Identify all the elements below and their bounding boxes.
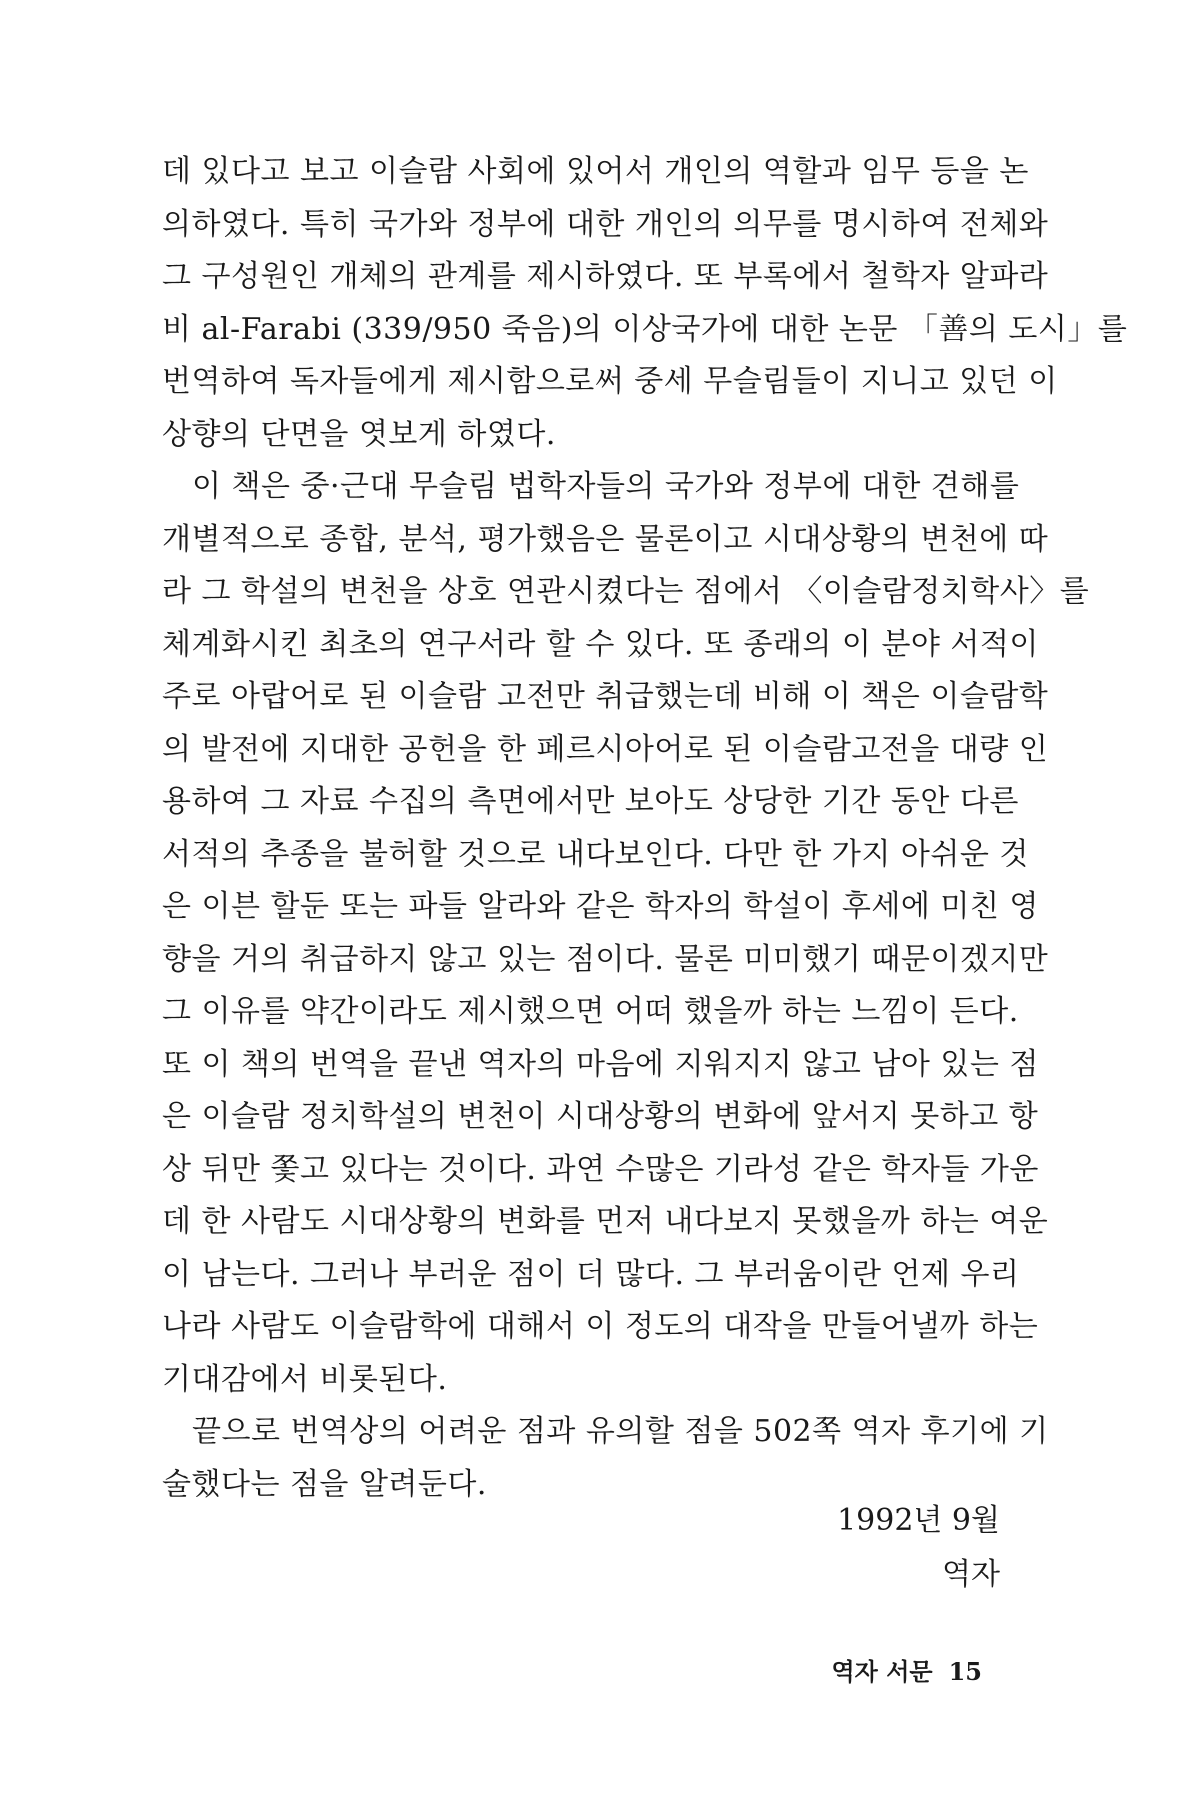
page-footer [832,1652,983,1687]
text-line: 기대감에서 비롯된다. [162,1361,448,1397]
text-line: 용하여 그 자료 수집의 측면에서만 보아도 상당한 기간 동안 다른 [162,784,1019,819]
text-line: 번역하여 독자들에게 제시함으로써 중세 무슬림들이 지니고 있던 이 [162,364,1058,399]
text-line: 개별적으로 종합, 분석, 평가했음은 물론이고 시대상황의 변천에 따 [162,521,1049,557]
text-line: 이 남는다. 그러나 부러운 점이 더 많다. 그 부러움이란 언제 우리 [162,1256,1020,1292]
text-line: 데 한 사람도 시대상황의 변화를 먼저 내다보지 못했을까 하는 여운 [162,1204,1049,1239]
text-line: 그 구성원인 개체의 관계를 제시하였다. 또 부록에서 철학자 알파라 [162,259,1049,294]
text-line: 그 이유를 약간이라도 제시했으면 어떠 했을까 하는 느낌이 든다. [162,994,1019,1029]
signature-date: 1992년 9월 [837,1503,1000,1538]
text-line: 주로 아랍어로 된 이슬람 고전만 취급했는데 비해 이 책은 이슬람학 [162,679,1049,714]
text-line: 비 al-Farabi (339/950 죽음)의 이상국가에 대한 논문 「善의 도시」를 [162,311,1128,347]
text-line: 나라 사람도 이슬람학에 대해서 이 정도의 대작을 만들어낼까 하는 [162,1309,1039,1344]
text-line: 라 그 학설의 변천을 상호 연관시켰다는 점에서 〈이슬람정치학사〉를 [162,574,1090,609]
text-line: 은 이븐 할둔 또는 파들 알라와 같은 학자의 학설이 후세에 미친 영 [162,889,1039,924]
text-line: 데 있다고 보고 이슬람 사회에 있어서 개인의 역할과 임무 등을 논 [162,154,1029,189]
text-line: 의하였다. 특히 국가와 정부에 대한 개인의 의무를 명시하여 전체와 [162,206,1049,242]
text-line: 상 뒤만 쫓고 있다는 것이다. 과연 수많은 기라성 같은 학자들 가운 [162,1151,1039,1187]
text-line: 서적의 추종을 불허할 것으로 내다보인다. 다만 한 가지 아쉬운 것 [162,836,1029,872]
text-line: 상향의 단면을 엿보게 하였다. [162,416,556,452]
signature-block [837,1494,1000,1602]
body-text [162,146,1128,1511]
paragraph-start-line: 끝으로 번역상의 어려운 점과 유의할 점을 502쪽 역자 후기에 기 [192,1414,1049,1449]
paragraph-start-line: 이 책은 중·근대 무슬림 법학자들의 국가와 정부에 대한 견해를 [192,469,1020,504]
text-line: 은 이슬람 정치학설의 변천이 시대상황의 변화에 앞서지 못하고 항 [162,1099,1039,1134]
signature-author: 역자 [942,1557,1000,1592]
text-line: 의 발전에 지대한 공헌을 한 페르시아어로 된 이슬람고전을 대량 인 [162,731,1049,767]
text-line: 향을 거의 취급하지 않고 있는 점이다. 물론 미미했기 때문이겠지만 [162,941,1049,977]
running-footer-title: 역자 서문 [831,1657,933,1686]
text-line: 또 이 책의 번역을 끝낸 역자의 마음에 지워지지 않고 남아 있는 점 [162,1046,1039,1082]
text-line: 체계화시킨 최초의 연구서라 할 수 있다. 또 종래의 이 분야 서적이 [162,626,1039,662]
page-number: 15 [948,1657,982,1686]
text-line: 술했다는 점을 알려둔다. [162,1466,487,1502]
